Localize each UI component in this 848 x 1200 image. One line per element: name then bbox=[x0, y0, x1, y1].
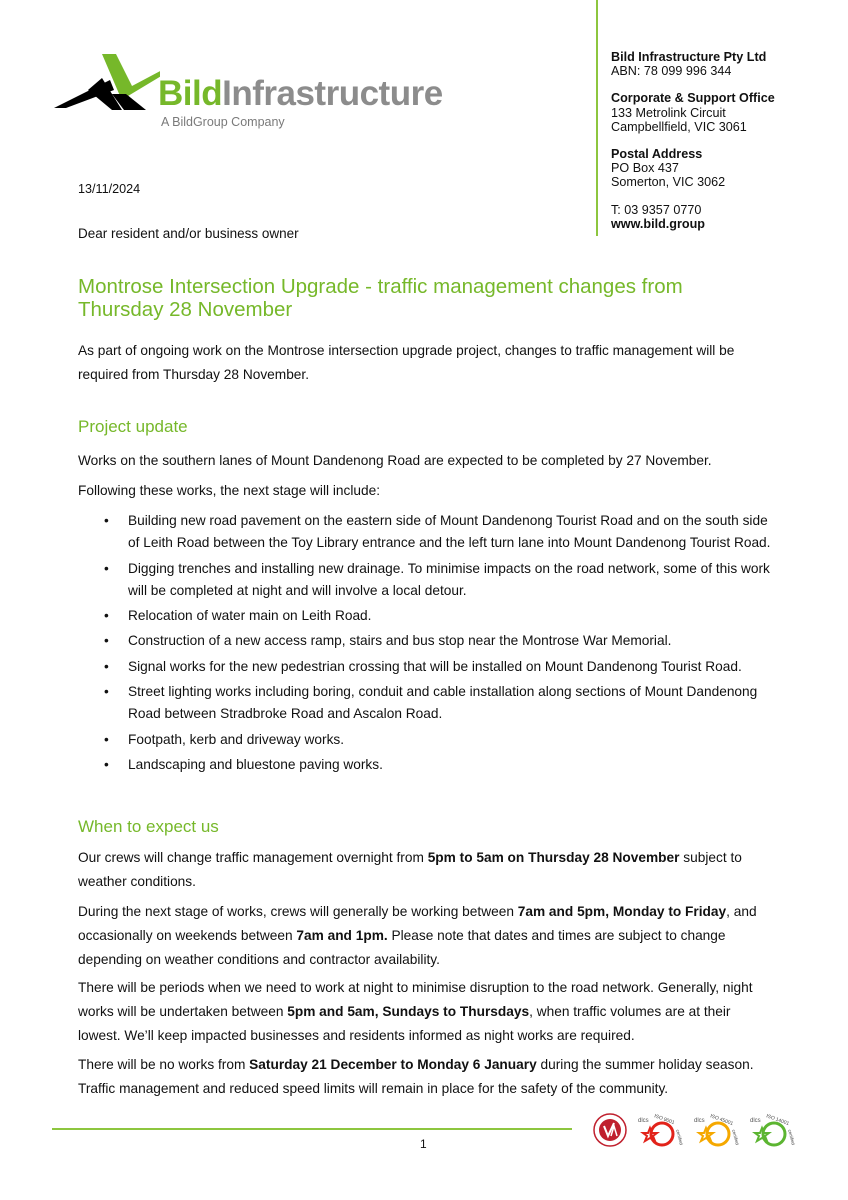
when-paragraph-4: There will be no works from Saturday 21 December to Monday 6 January during the summer holiday season. Traffic management and reduced speed limits will remain in place for the safety of the community. bbox=[78, 1057, 754, 1096]
company-name: Bild Infrastructure Pty Ltd bbox=[611, 50, 767, 64]
logo-word-bild: Bild bbox=[158, 74, 223, 113]
website-link[interactable]: www.bild.group bbox=[611, 216, 705, 231]
svg-text:certified: certified bbox=[731, 1128, 740, 1146]
office-heading: Corporate & Support Office bbox=[611, 91, 775, 106]
list-item: • Relocation of water main on Leith Road. bbox=[78, 605, 778, 627]
postal-heading: Postal Address bbox=[611, 147, 703, 162]
emphasis: 7am and 1pm. bbox=[296, 928, 388, 943]
bullet-icon: • bbox=[104, 684, 109, 700]
bullet-icon: • bbox=[104, 633, 109, 649]
svg-text:ISO 45001: ISO 45001 bbox=[709, 1113, 734, 1128]
abn: ABN: 78 099 996 344 bbox=[611, 64, 732, 79]
project-update-paragraph-2: Following these works, the next stage will include: bbox=[78, 483, 381, 498]
page-number: 1 bbox=[420, 1137, 427, 1151]
accreditation-seal-icon bbox=[592, 1108, 628, 1152]
letter-title: Montrose Intersection Upgrade - traffic management changes from Thursday 28 November bbox=[78, 275, 683, 321]
logo-word-infrastructure: Infrastructure bbox=[222, 74, 443, 113]
phone-number: T: 03 9357 0770 bbox=[611, 202, 702, 217]
list-item: • Street lighting works including boring, conduit and cable installation along sections of Mount Dandenong Road between Stradbroke Road and Ascalon Road. bbox=[78, 681, 778, 726]
postal-address-line1: PO Box 437 bbox=[611, 161, 679, 176]
when-paragraph-3: There will be periods when we need to work at night to minimise disruption to the road network. Generally, night works will be undertaken between 5pm and 5am, Sundays to Thursdays, when traffic volumes are at their lowest. We’ll keep impacted businesses and residents informed as night works are required. bbox=[78, 980, 753, 1043]
emphasis: 7am and 5pm, Monday to Friday bbox=[517, 904, 727, 919]
list-item: • Landscaping and bluestone paving works. bbox=[78, 754, 778, 776]
certification-badges bbox=[592, 1108, 802, 1152]
bullet-icon: • bbox=[104, 658, 109, 674]
iso-14001-badge-icon bbox=[748, 1108, 802, 1152]
bullet-icon: • bbox=[104, 756, 109, 772]
intro-paragraph: As part of ongoing work on the Montrose intersection upgrade project, changes to traffic management will be required from Thursday 28 November. bbox=[78, 343, 735, 382]
iso-9001-badge-icon bbox=[636, 1108, 690, 1152]
list-item: • Construction of a new access ramp, stairs and bus stop near the Montrose War Memorial. bbox=[78, 630, 778, 652]
svg-text:ISO 14001: ISO 14001 bbox=[765, 1113, 790, 1128]
list-item: • Signal works for the new pedestrian crossing that will be installed on Mount Dandenong Tourist Road. bbox=[78, 656, 778, 678]
bullet-icon: • bbox=[104, 731, 109, 747]
logo-wordmark bbox=[158, 76, 443, 111]
salutation: Dear resident and/or business owner bbox=[78, 226, 299, 241]
when-paragraph-2: During the next stage of works, crews will generally be working between 7am and 5pm, Monday to Friday, and occasionally on weekends between 7am and 1pm. Please note that dates and times are subject to change depending on weather conditions and contractor availability. bbox=[78, 904, 757, 967]
bullet-icon: • bbox=[104, 560, 109, 576]
office-address-line2: Campbellfield, VIC 3061 bbox=[611, 119, 747, 134]
svg-text:dlcs: dlcs bbox=[638, 1118, 649, 1124]
emphasis: Saturday 21 December to Monday 6 January bbox=[249, 1057, 537, 1072]
contact-block bbox=[611, 50, 775, 231]
list-item: • Footpath, kerb and driveway works. bbox=[78, 729, 778, 751]
company-logo bbox=[50, 50, 460, 135]
emphasis: 5pm to 5am on Thursday 28 November bbox=[427, 850, 680, 865]
logo-tagline: A BildGroup Company bbox=[161, 115, 285, 129]
svg-text:dlcs: dlcs bbox=[750, 1118, 761, 1124]
iso-45001-badge-icon bbox=[692, 1108, 746, 1152]
letter-date: 13/11/2024 bbox=[78, 182, 141, 196]
bullet-icon: • bbox=[104, 608, 109, 624]
office-address-line1: 133 Metrolink Circuit bbox=[611, 105, 726, 120]
project-update-heading: Project update bbox=[78, 417, 188, 436]
emphasis: 5pm and 5am, Sundays to Thursdays bbox=[287, 1004, 530, 1019]
svg-text:ISO 9001: ISO 9001 bbox=[653, 1113, 676, 1127]
svg-text:certified: certified bbox=[787, 1128, 796, 1146]
header-divider bbox=[596, 0, 598, 236]
svg-text:dlcs: dlcs bbox=[694, 1118, 705, 1124]
when-paragraph-1: Our crews will change traffic management overnight from 5pm to 5am on Thursday 28 November subject to weather conditions. bbox=[78, 850, 742, 889]
postal-address-line2: Somerton, VIC 3062 bbox=[611, 175, 726, 190]
list-item: • Building new road pavement on the eastern side of Mount Dandenong Tourist Road and on the south side of Leith Road between the Toy Library entrance and the left turn lane into Mount Dandenong Tourist Road. bbox=[78, 510, 778, 555]
works-list bbox=[78, 510, 778, 776]
bullet-icon: • bbox=[104, 513, 109, 528]
project-update-paragraph-1: Works on the southern lanes of Mount Dandenong Road are expected to be completed by 27 November. bbox=[78, 453, 712, 468]
list-item: • Digging trenches and installing new drainage. To minimise impacts on the road network, some of this work will be completed at night and will involve a local detour. bbox=[78, 558, 778, 603]
logo-mark-icon bbox=[50, 50, 160, 110]
footer-divider bbox=[52, 1128, 572, 1130]
svg-text:certified: certified bbox=[675, 1128, 684, 1146]
when-heading: When to expect us bbox=[78, 817, 219, 836]
